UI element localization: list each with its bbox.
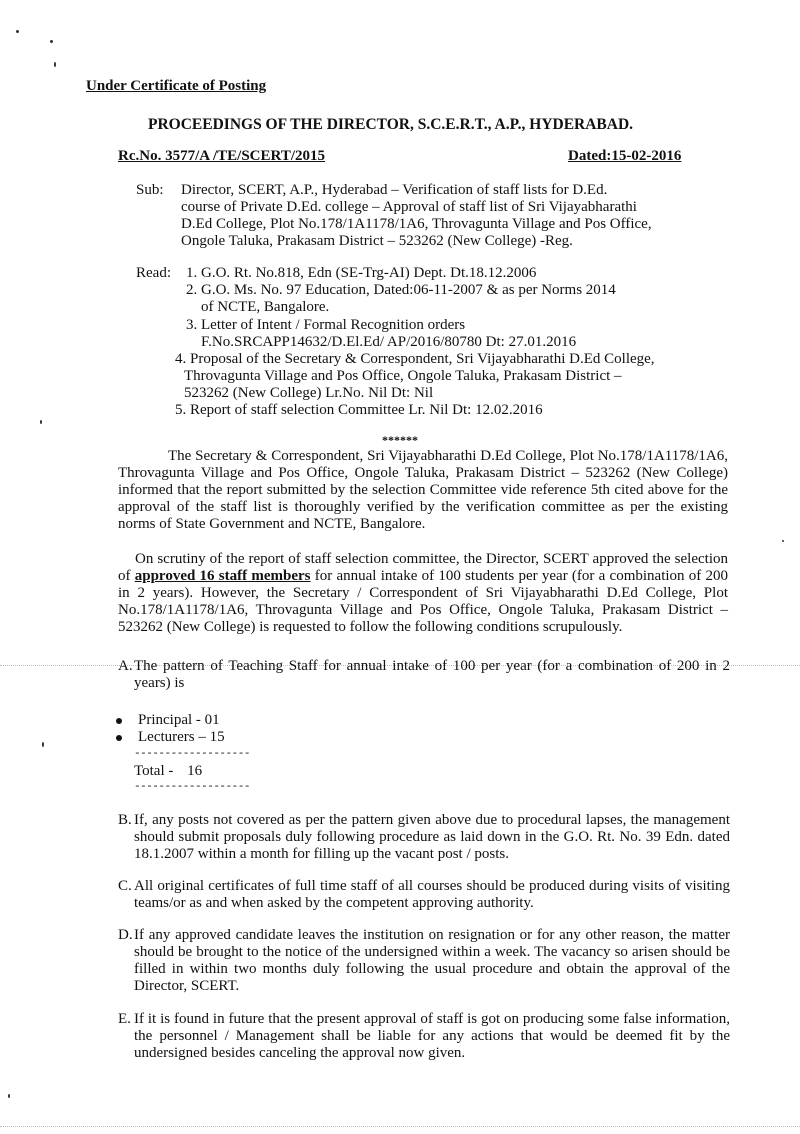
condition-letter: A.	[118, 658, 133, 674]
reference-number: Rc.No. 3577/A /TE/SCERT/2015	[118, 148, 325, 164]
document-date: Dated:15-02-2016	[568, 148, 682, 164]
condition-text: If it is found in future that the present approval of staff is got on producing some false information, the personnel / Management shall be liable for any actions that would be deemed fit by the undersigned besides canceling the approval now given.	[134, 1011, 730, 1061]
scan-speck	[8, 1094, 10, 1098]
paragraph-text	[118, 551, 728, 636]
reference-item: 5. Report of staff selection Committee Lr. Nil Dt: 12.02.2016	[175, 402, 543, 418]
body-paragraph	[118, 551, 728, 636]
reference-item: 3. Letter of Intent / Formal Recognition orders	[186, 317, 466, 333]
staff-item	[116, 712, 220, 729]
scan-speck	[50, 40, 53, 43]
scan-speck	[40, 420, 42, 424]
staff-item-label: Principal - 01	[138, 712, 220, 728]
posting-label: Under Certificate of Posting	[86, 78, 267, 94]
staff-total-label: Total -	[134, 763, 174, 779]
reference-item-cont: 523262 (New College) Lr.No. Nil Dt: Nil	[184, 385, 434, 401]
staff-total-value: 16	[187, 763, 203, 779]
paragraph-text-part: for annual intake of 100 students per year (for a combination of 200 in 2 years). However, the Secretary / Correspondent of Sri Vijayabharathi D.Ed College, Plot No.178/1A1178/1A6, Throvagunta Village and Pos Office, Ongole Taluka, Prakasam District – 523262 (New College) is requested to follow the following conditions scrupulously.	[118, 568, 729, 635]
staff-item	[116, 729, 225, 746]
approved-staff-emphasis: approved 16 staff members	[134, 568, 311, 584]
condition-text: If any approved candidate leaves the institution on resignation or for any other reason, the matter should be brought to the notice of the undersigned within a week. The vacancy so arisen should be filled in within two months duly following the usual procedure and obtain the approval of the Director, SCERT.	[134, 927, 730, 994]
scan-dotted-line	[0, 1126, 800, 1127]
bullet-icon	[116, 735, 122, 741]
paragraph-text: The Secretary & Correspondent, Sri Vijayabharathi D.Ed College, Plot No.178/1A1178/1A6, Throvagunta Village and Pos Office, Ongole Taluka, Prakasam District – 523262 (New College) informed that the report submitted by the selection Committee vide reference 5th cited above for the approval of the staff list is thoroughly verified by the verification committee as per the existing norms of State Government and NCTE, Bangalore.	[118, 448, 728, 532]
condition-text: If, any posts not covered as per the pattern given above due to procedural lapses, the management should submit proposals duly following procedure as laid down in the G.O. Rt. No. 39 Edn. dated 18.1.2007 within a month for filling up the vacant post / posts.	[134, 812, 730, 862]
condition-letter: C.	[118, 878, 132, 894]
document-title: PROCEEDINGS OF THE DIRECTOR, S.C.E.R.T., A.P., HYDERABAD.	[148, 116, 634, 133]
section-separator: ******	[382, 433, 418, 447]
scan-speck	[16, 30, 19, 33]
bullet-icon	[116, 718, 122, 724]
reference-item-cont: Throvagunta Village and Pos Office, Ongole Taluka, Prakasam District –	[184, 368, 622, 384]
subject-line: Director, SCERT, A.P., Hyderabad – Verification of staff lists for D.Ed.	[181, 182, 608, 198]
scan-speck	[782, 540, 784, 542]
body-paragraph	[118, 448, 728, 533]
paragraph-text-part: On scrutiny of the report of staff selection committee, the Director, SCERT approved the selection of	[118, 551, 728, 584]
staff-item-label: Lecturers – 15	[138, 729, 225, 745]
condition-letter: D.	[118, 927, 133, 943]
staff-total-rule: -------------------	[134, 781, 250, 793]
subject-label: Sub:	[136, 182, 164, 198]
subject-line: D.Ed College, Plot No.178/1A1178/1A6, Throvagunta Village and Pos Office,	[181, 216, 652, 232]
condition-letter: B.	[118, 812, 132, 828]
staff-total-rule: -------------------	[134, 748, 250, 760]
reference-item: 1. G.O. Rt. No.818, Edn (SE-Trg-AI) Dept. Dt.18.12.2006	[186, 265, 537, 281]
reference-item-cont: F.No.SRCAPP14632/D.El.Ed/ AP/2016/80780 Dt: 27.01.2016	[201, 334, 577, 350]
reference-item: 2. G.O. Ms. No. 97 Education, Dated:06-11-2007 & as per Norms 2014	[186, 282, 616, 298]
reference-item-cont: of NCTE, Bangalore.	[201, 299, 330, 315]
condition-letter: E.	[118, 1011, 131, 1027]
scan-speck	[54, 62, 56, 67]
condition-text: The pattern of Teaching Staff for annual intake of 100 per year (for a combination of 200 in 2 years) is	[134, 658, 730, 691]
subject-line: course of Private D.Ed. college – Approval of staff list of Sri Vijayabharathi	[181, 199, 637, 215]
read-label: Read:	[136, 265, 171, 281]
reference-item: 4. Proposal of the Secretary & Correspondent, Sri Vijayabharathi D.Ed College,	[175, 351, 655, 367]
staff-total	[134, 763, 202, 780]
condition-text: All original certificates of full time staff of all courses should be produced during visits of visiting teams/or as and when asked by the competent approving authority.	[134, 878, 730, 911]
scan-speck	[42, 742, 44, 747]
subject-line: Ongole Taluka, Prakasam District – 523262 (New College) -Reg.	[181, 233, 573, 249]
